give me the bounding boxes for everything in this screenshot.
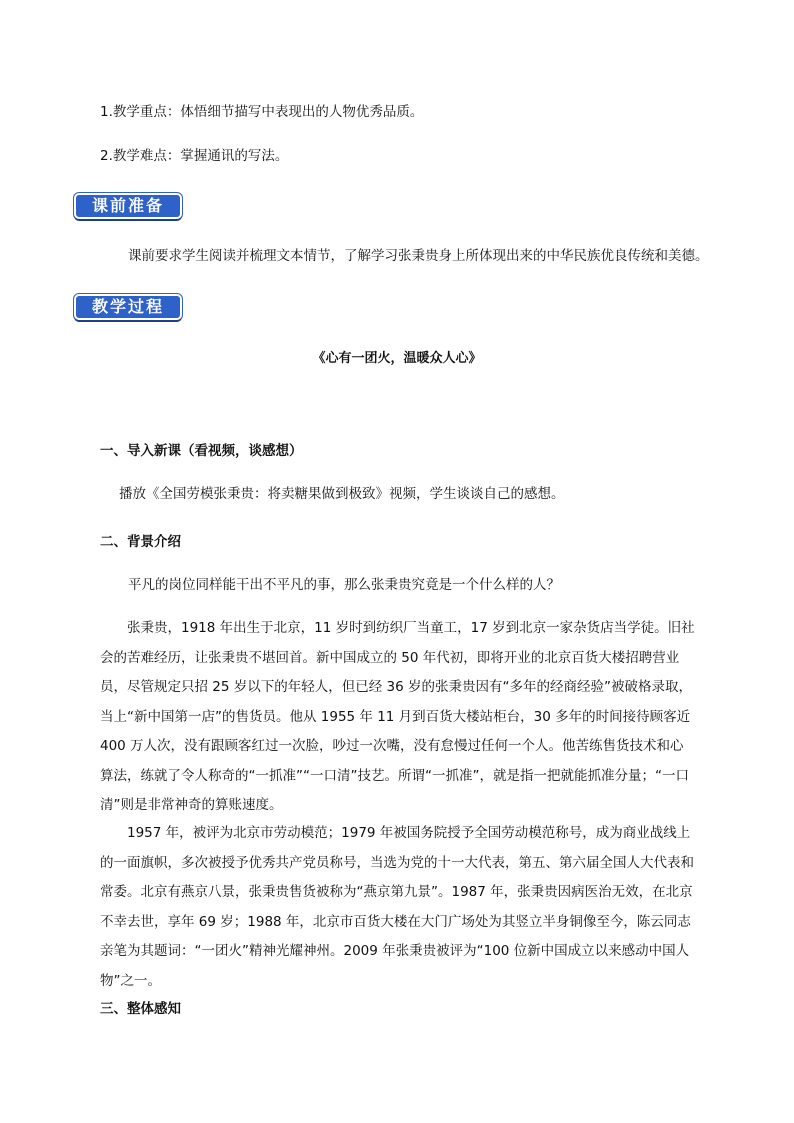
teaching-key-point: 1.教学重点：体悟细节描写中表现出的人物优秀品质。	[100, 104, 424, 120]
introduction-text: 播放《全国劳模张秉贵：将卖糖果做到极致》视频，学生谈谈自己的感想。	[119, 486, 565, 502]
background-paragraph-1: 张秉贵，1918 年出生于北京，11 岁时到纺织厂当童工，17 岁到北京一家杂货店当学徒。旧社会的苦难经历，让张秉贵不堪回首。新中国成立的 50 年代初，即将开业的北京百货大楼招聘营业员，尽管规定只招 25 岁以下的年轻人，但已经 36 岁的张秉贵因有“多年的经商经验”被破格录取，当上“新中国第一店”的售货员。他从 1955 年 11 月到百货大楼站柜台，30 多年的时间接待顾客近 400 万人次，没有跟顾客红过一次脸，吵过一次嘴，没有怠慢过任何一个人。他苦练售货技术和心算法，练就了令人称奇的“一抓准”“一口清”技艺。所谓“一抓准”，就是指一把就能抓准分量；“一口清”则是非常神奇的算账速度。	[100, 620, 695, 813]
pre-class-preparation-text: 课前要求学生阅读并梳理文本情节，了解学习张秉贵身上所体现出来的中华民族优良传统和美德。	[128, 248, 709, 264]
lesson-title: 《心有一团火，温暖众人心》	[312, 351, 482, 366]
background-paragraph-2: 1957 年，被评为北京市劳动模范；1979 年被国务院授予全国劳动模范称号，成为商业战线上的一面旗帜，多次被授予优秀共产党员称号，当选为党的十一大代表，第五、第六届全国人大代表和常委。北京有燕京八景，张秉贵售货被称为“燕京第九景”。1987 年，张秉贵因病医治无效，在北京不幸去世，享年 69 岁；1988 年，北京市百货大楼在大门广场处为其竖立半身铜像至今，陈云同志亲笔为其题词：“一团火”精神光耀神州。2009 年张秉贵被评为“100 位新中国成立以来感动中国人物”之一。	[100, 825, 694, 989]
background-question: 平凡的岗位同样能干出不平凡的事，那么张秉贵究竟是一个什么样的人？	[128, 577, 560, 593]
teaching-difficulty: 2.教学难点：掌握通讯的写法。	[100, 148, 289, 164]
section-heading-background: 二、背景介绍	[100, 534, 181, 550]
pre-class-preparation-badge: 课前准备	[74, 193, 182, 219]
teaching-process-badge: 教学过程	[74, 294, 182, 320]
section-heading-introduction: 一、导入新课（看视频，谈感想）	[100, 443, 303, 459]
section-heading-overall-perception: 三、整体感知	[100, 1001, 181, 1017]
